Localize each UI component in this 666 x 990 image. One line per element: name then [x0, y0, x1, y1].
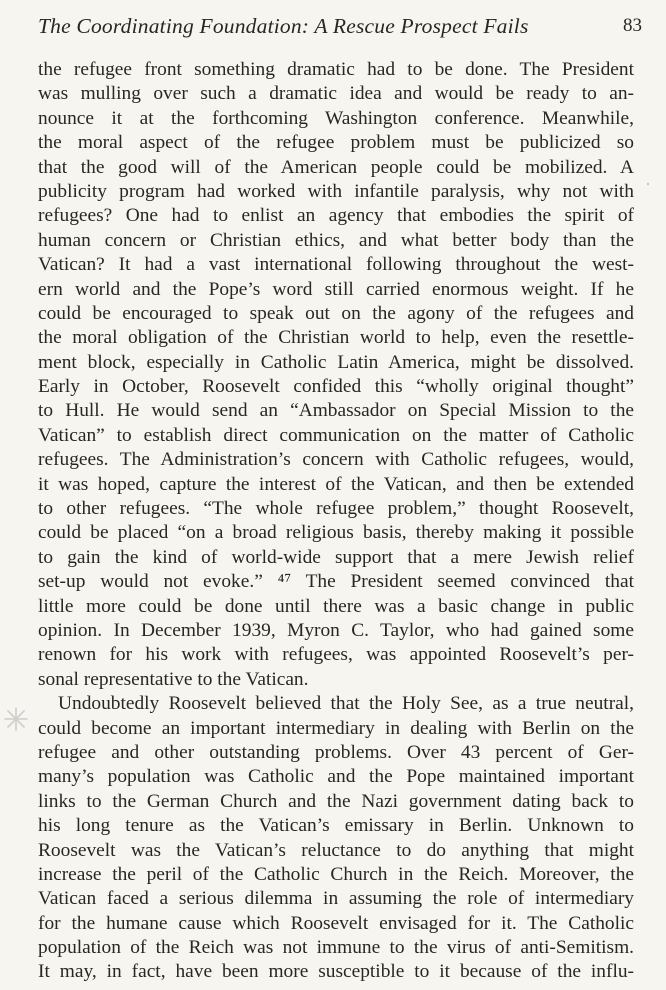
running-head — [38, 14, 642, 44]
page-number: 83 — [623, 15, 642, 36]
text-line: many’s population was Catholic and the Pope maintained important — [38, 766, 634, 788]
text-line: little more could be done until there was a basic change in public — [38, 595, 634, 617]
text-line: set-up would not evoke.” ⁴⁷ The President seemed convinced that — [38, 571, 634, 593]
text-line: it was hoped, capture the interest of the Vatican, and then be extended — [38, 473, 634, 495]
text-line: nounce it at the forthcoming Washington conference. Meanwhile, — [38, 107, 634, 129]
paragraph-1 — [38, 58, 634, 692]
text-line: Roosevelt was the Vatican’s reluctance to do anything that might — [38, 839, 634, 861]
text-line: Vatican” to establish direct communication on the matter of Catholic — [38, 424, 634, 446]
text-line: the moral aspect of the refugee problem must be publicized so — [38, 132, 634, 154]
text-line: Early in October, Roosevelt confided this “wholly original thought” — [38, 376, 634, 398]
text-line: It may, in fact, have been more susceptible to it because of the influ- — [38, 961, 634, 983]
text-line: refugees. The Administration’s concern with Catholic refugees, would, — [38, 449, 634, 471]
text-line: human concern or Christian ethics, and what better body than the — [38, 229, 634, 251]
running-title: The Coordinating Foundation: A Rescue Prospect Fails — [38, 14, 529, 38]
text-line: Undoubtedly Roosevelt believed that the Holy See, as a true neutral, — [58, 693, 634, 715]
text-line: for the humane cause which Roosevelt envisaged for it. The Catholic — [38, 912, 634, 934]
paper-speck — [647, 183, 649, 185]
text-line: ment block, especially in Catholic Latin America, might be dissolved. — [38, 351, 634, 373]
text-line: ern world and the Pope’s word still carried enormous weight. If he — [38, 278, 634, 300]
text-line: Vatican faced a serious dilemma in assuming the role of intermediary — [38, 888, 634, 910]
text-line: could be encouraged to speak out on the agony of the refugees and — [38, 302, 634, 324]
text-line: opinion. In December 1939, Myron C. Taylor, who had gained some — [38, 619, 634, 641]
text-line: his long tenure as the Vatican’s emissary in Berlin. Unknown to — [38, 815, 634, 837]
text-line: refugees? One had to enlist an agency that embodies the spirit of — [38, 205, 634, 227]
text-line: links to the German Church and the Nazi government dating back to — [38, 790, 634, 812]
text-line: that the good will of the American people could be mobilized. A — [38, 156, 634, 178]
text-line: increase the peril of the Catholic Church in the Reich. Moreover, the — [38, 863, 634, 885]
text-line: could be placed “on a broad religious basis, thereby making it possible — [38, 522, 634, 544]
paragraph-2 — [38, 692, 634, 985]
text-line: Vatican? It had a vast international following throughout the west- — [38, 254, 634, 276]
text-line: the refugee front something dramatic had to be done. The President — [38, 59, 634, 80]
text-line: refugee and other outstanding problems. Over 43 percent of Ger- — [38, 741, 634, 763]
asterisk-mark-icon — [3, 706, 29, 732]
body-text — [38, 58, 634, 985]
text-line: population of the Reich was not immune to the virus of anti-Semitism. — [38, 937, 634, 959]
text-line: to other refugees. “The whole refugee problem,” thought Roosevelt, — [38, 498, 634, 520]
text-line: to gain the kind of world-wide support that a mere Jewish relief — [38, 546, 634, 568]
text-line: renown for his work with refugees, was appointed Roosevelt’s per- — [38, 644, 634, 666]
text-line: sonal representative to the Vatican. — [38, 668, 309, 690]
text-line: could become an important intermediary in dealing with Berlin on the — [38, 717, 634, 739]
text-line: publicity program had worked with infantile paralysis, why not with — [38, 180, 634, 202]
text-line: to Hull. He would send an “Ambassador on Special Mission to the — [38, 400, 634, 422]
text-line: was mulling over such a dramatic idea and would be ready to an- — [38, 83, 634, 105]
text-line: the moral obligation of the Christian world to help, even the resettle- — [38, 327, 634, 349]
